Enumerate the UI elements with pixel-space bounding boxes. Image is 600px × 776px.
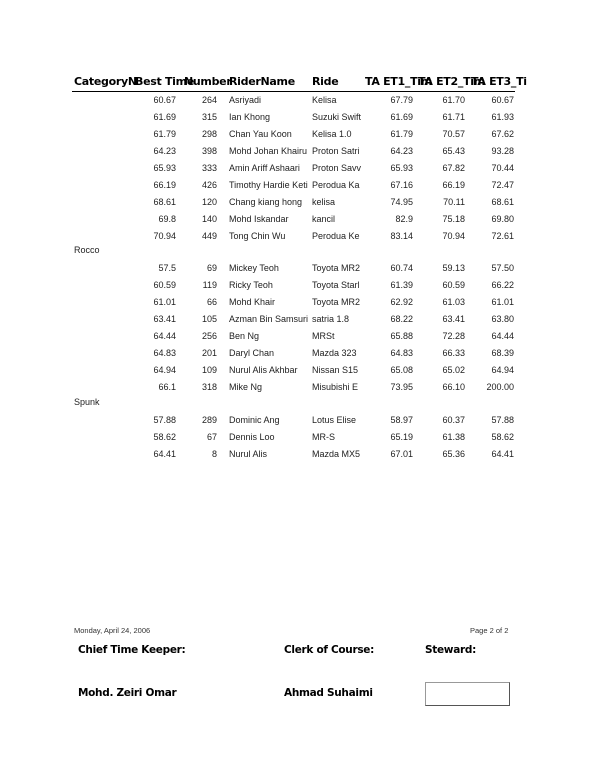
best-time: 60.59 [153, 280, 176, 290]
ride: Lotus Elise [312, 415, 357, 425]
rider-number: 256 [201, 331, 217, 341]
best-time: 66.19 [153, 180, 176, 190]
table-row [0, 330, 600, 346]
best-time: 63.41 [153, 314, 176, 324]
rider-name: Dennis Loo [229, 432, 275, 442]
et3-time: 57.88 [491, 415, 514, 425]
table-row [0, 381, 600, 397]
best-time: 61.01 [153, 297, 176, 307]
header-ride: Ride [312, 75, 339, 88]
rider-number: 140 [201, 214, 217, 224]
rider-number: 289 [201, 415, 217, 425]
et3-time: 72.61 [491, 231, 514, 241]
et3-time: 57.50 [491, 263, 514, 273]
best-time: 64.23 [153, 146, 176, 156]
rider-name: Daryl Chan [229, 348, 275, 358]
et2-time: 61.71 [442, 112, 465, 122]
rider-name: Ian Khong [229, 112, 271, 122]
rider-number: 315 [201, 112, 217, 122]
ride: MRSt [312, 331, 335, 341]
ride: Kelisa [312, 95, 337, 105]
header-et2: TA ET2_Tim [418, 75, 485, 88]
ride: satria 1.8 [312, 314, 350, 324]
ride: Perodua Ke [312, 231, 360, 241]
et1-time: 74.95 [390, 197, 413, 207]
rider-name: Mickey Teoh [229, 263, 279, 273]
rider-number: 8 [211, 449, 217, 459]
table-row [0, 128, 600, 144]
rider-number: 264 [201, 95, 217, 105]
ride: Toyota Starl [312, 280, 360, 290]
rider-name: Nurul Alis Akhbar [229, 365, 298, 375]
et2-time: 70.11 [443, 197, 465, 207]
best-time: 65.93 [153, 163, 176, 173]
ride: MR-S [312, 432, 335, 442]
et3-time: 64.44 [491, 331, 514, 341]
et3-time: 63.80 [491, 314, 514, 324]
et2-time: 63.41 [442, 314, 465, 324]
et2-time: 65.43 [442, 146, 465, 156]
best-time: 70.94 [153, 231, 176, 241]
et3-time: 64.94 [491, 365, 514, 375]
et2-time: 59.13 [442, 263, 465, 273]
et2-time: 65.36 [442, 449, 465, 459]
best-time: 61.69 [153, 112, 176, 122]
et2-time: 60.37 [442, 415, 465, 425]
et3-time: 61.01 [491, 297, 514, 307]
best-time: 58.62 [153, 432, 176, 442]
ride: Toyota MR2 [312, 297, 361, 307]
et3-time: 58.62 [491, 432, 514, 442]
et2-time: 61.38 [442, 432, 465, 442]
rider-number: 318 [201, 382, 217, 392]
et2-time: 66.19 [442, 180, 465, 190]
et3-time: 72.47 [491, 180, 514, 190]
et2-time: 65.02 [442, 365, 465, 375]
best-time: 69.8 [158, 214, 176, 224]
best-time: 57.88 [153, 415, 176, 425]
rider-name: Azman Bin Samsuri [229, 314, 309, 324]
header-number: Number [184, 75, 232, 88]
table-row [0, 296, 600, 312]
rider-number: 120 [201, 197, 217, 207]
rider-number: 109 [201, 365, 217, 375]
et1-time: 68.22 [390, 314, 413, 324]
et3-time: 70.44 [491, 163, 514, 173]
et1-time: 58.97 [390, 415, 413, 425]
category-name: Spunk [74, 397, 100, 407]
best-time: 64.83 [153, 348, 176, 358]
table-row [0, 347, 600, 363]
rider-number: 298 [201, 129, 217, 139]
rider-name: Ben Ng [229, 331, 260, 341]
et3-time: 68.61 [491, 197, 514, 207]
rider-name: Chang kiang hong [229, 197, 303, 207]
header-underline [72, 91, 515, 92]
rider-name: Mohd Khair [229, 297, 276, 307]
table-row [0, 111, 600, 127]
header-et1: TA ET1_Tim [365, 75, 432, 88]
et1-time: 61.69 [390, 112, 413, 122]
best-time: 64.41 [153, 449, 176, 459]
et2-time: 66.33 [442, 348, 465, 358]
rider-name: Mike Ng [229, 382, 263, 392]
et2-time: 72.28 [442, 331, 465, 341]
table-row [0, 145, 600, 161]
et1-time: 67.01 [390, 449, 413, 459]
category-name: Rocco [74, 245, 100, 255]
rider-number: 426 [201, 180, 217, 190]
table-row [0, 313, 600, 329]
rider-name: Ricky Teoh [229, 280, 273, 290]
et3-time: 66.22 [491, 280, 514, 290]
table-row [0, 179, 600, 195]
rider-number: 398 [201, 146, 217, 156]
rider-number: 67 [206, 432, 217, 442]
et3-time: 68.39 [491, 348, 514, 358]
et1-time: 64.83 [390, 348, 413, 358]
et1-time: 67.79 [390, 95, 413, 105]
et1-time: 65.93 [390, 163, 413, 173]
et1-time: 65.08 [390, 365, 413, 375]
et3-time: 61.93 [491, 112, 514, 122]
steward-label: Steward: [425, 644, 476, 656]
rider-name: Tong Chin Wu [229, 231, 286, 241]
rider-number: 119 [202, 280, 217, 290]
et1-time: 65.88 [390, 331, 413, 341]
ride: kancil [312, 214, 336, 224]
chief-time-keeper-label: Chief Time Keeper: [78, 644, 186, 656]
rider-name: Mohd Iskandar [229, 214, 289, 224]
et2-time: 75.18 [442, 214, 465, 224]
rider-number: 69 [206, 263, 217, 273]
report-date: Monday, April 24, 2006 [74, 626, 151, 635]
table-row [0, 262, 600, 278]
et1-time: 62.92 [390, 297, 413, 307]
chief-time-keeper-name: Mohd. Zeiri Omar [78, 687, 177, 699]
ride: Mazda MX5 [312, 449, 361, 459]
et2-time: 61.70 [442, 95, 465, 105]
table-row [0, 196, 600, 212]
rider-name: Nurul Alis [229, 449, 268, 459]
rider-number: 333 [201, 163, 217, 173]
table-row [0, 431, 600, 447]
clerk-of-course-name: Ahmad Suhaimi [284, 687, 373, 699]
ride: Misubishi E [312, 382, 359, 392]
et2-time: 61.03 [442, 297, 465, 307]
rider-number: 201 [201, 348, 217, 358]
et2-time: 60.59 [442, 280, 465, 290]
rider-number: 66 [206, 297, 217, 307]
best-time: 64.44 [153, 331, 176, 341]
table-row [0, 414, 600, 430]
header-et3: TA ET3_Ti [471, 75, 527, 88]
ride: Kelisa 1.0 [312, 129, 352, 139]
ride: Toyota MR2 [312, 263, 361, 273]
page-number: Page 2 of 2 [470, 626, 509, 635]
ride: kelisa [312, 197, 336, 207]
rider-number: 105 [201, 314, 217, 324]
rider-name: Chan Yau Koon [229, 129, 292, 139]
ride: Mazda 323 [312, 348, 357, 358]
et2-time: 70.57 [442, 129, 465, 139]
rider-name: Amin Ariff Ashaari [229, 163, 300, 173]
best-time: 57.5 [158, 263, 176, 273]
table-row [0, 162, 600, 178]
et1-time: 82.9 [395, 214, 413, 224]
et1-time: 67.16 [390, 180, 413, 190]
best-time: 64.94 [153, 365, 176, 375]
ride: Proton Satri [312, 146, 360, 156]
rider-name: Dominic Ang [229, 415, 280, 425]
ride: Perodua Ka [312, 180, 360, 190]
table-row [0, 279, 600, 295]
et3-time: 64.41 [491, 449, 514, 459]
header-rider-name: RiderName [229, 75, 295, 88]
et3-time: 69.80 [491, 214, 514, 224]
ride: Proton Savv [312, 163, 362, 173]
table-row [0, 448, 600, 464]
table-row [0, 230, 600, 246]
ride: Nissan S15 [312, 365, 359, 375]
header-best-time: Best Time [135, 75, 194, 88]
et2-time: 70.94 [442, 231, 465, 241]
et3-time: 67.62 [491, 129, 514, 139]
header-category: CategoryN [74, 75, 137, 88]
et1-time: 61.79 [390, 129, 413, 139]
et1-time: 64.23 [390, 146, 413, 156]
best-time: 66.1 [158, 382, 176, 392]
best-time: 61.79 [153, 129, 176, 139]
et1-time: 65.19 [390, 432, 413, 442]
et1-time: 61.39 [390, 280, 413, 290]
rider-name: Timothy Hardie Keti [229, 180, 308, 190]
table-row [0, 364, 600, 380]
et3-time: 60.67 [491, 95, 514, 105]
et2-time: 67.82 [442, 163, 465, 173]
rider-name: Asriyadi [229, 95, 262, 105]
ride: Suzuki Swift [312, 112, 362, 122]
et2-time: 66.10 [442, 382, 465, 392]
et3-time: 93.28 [491, 146, 514, 156]
table-row [0, 94, 600, 110]
best-time: 68.61 [153, 197, 176, 207]
et1-time: 83.14 [390, 231, 413, 241]
table-row [0, 213, 600, 229]
rider-name: Mohd Johan Khairu [229, 146, 308, 156]
clerk-of-course-label: Clerk of Course: [284, 644, 375, 656]
et1-time: 73.95 [390, 382, 413, 392]
et3-time: 200.00 [486, 382, 514, 392]
rider-number: 449 [201, 231, 217, 241]
et1-time: 60.74 [390, 263, 413, 273]
steward-signature-box [425, 682, 510, 706]
best-time: 60.67 [153, 95, 176, 105]
